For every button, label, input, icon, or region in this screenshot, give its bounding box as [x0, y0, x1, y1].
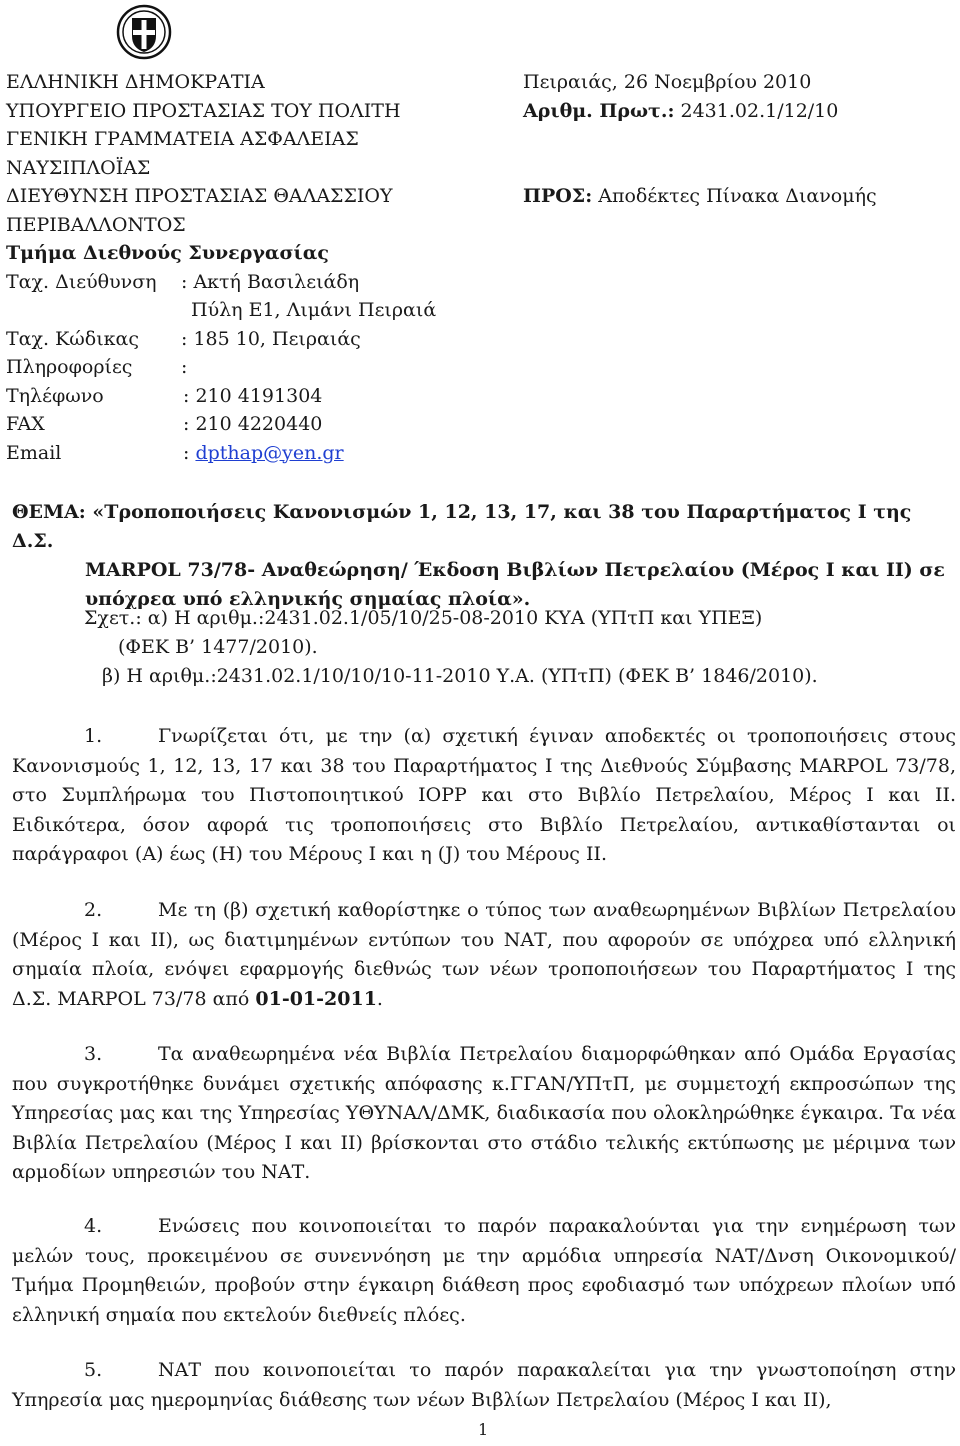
subject-line: MARPOL 73/78- Αναθεώρηση/ Έκδοση Βιβλίων Πετρελαίου (Μέρος Ι και ΙΙ) σε: [85, 559, 945, 581]
recipient-block: [523, 68, 877, 211]
effective-date: 01-01-2011: [255, 987, 377, 1010]
email-row: [6, 439, 526, 468]
email-label: Email: [6, 441, 62, 464]
reference-line: (ΦΕΚ Β’ 1477/2010).: [118, 636, 318, 658]
date-line: Πειραιάς, 26 Νοεμβρίου 2010: [523, 71, 812, 93]
address-label: Ταχ. Διεύθυνση: [6, 270, 157, 293]
fax-label: FAX: [6, 413, 45, 435]
protocol-value: 2431.02.1/12/10: [674, 99, 839, 122]
paragraph-text: Με τη (β) σχετική καθορίστηκε ο τύπος των αναθεωρημένων Βιβλίων Πετρελαίου (Μέρος Ι και ΙΙ), ως διατιμημένων εντύπων του ΝΑΤ, που αφορούν σε υπόχρεα υπό ελληνική σημαία πλοία, ενόψει εφαρμογής διεθνώς των νέων τροποποιήσεων του Παραρτήματος Ι της Δ.Σ. MARPOL 73/78 από: [12, 899, 956, 1010]
protocol-label: Αριθμ. Πρωτ.:: [523, 99, 675, 122]
department-line: Τμήμα Διεθνούς Συνεργασίας: [6, 242, 329, 264]
subject: [12, 498, 956, 614]
reference-line: β) Η αριθμ.:2431.02.1/10/10/10-11-2010 Υ.Α. (ΥΠτΠ) (ΦΕΚ Β’ 1846/2010).: [102, 665, 818, 687]
to-label: ΠΡΟΣ:: [523, 185, 593, 207]
email-prefix: :: [183, 441, 196, 464]
paragraph-text: Ενώσεις που κοινοποιείται το παρόν παρακαλούνται για την ενημέρωση των μελών τους, προκειμένου σε συνεννόηση με την αρμόδια υπηρεσία ΝΑΤ/Δνση Οικονομικού/ Τμήμα Προμηθειών, προβούν στην έγκαιρη διάθεση προς εφοδιασμό των υπόχρεων πλοίων υπό ελληνική σημαία που εκτελούν διεθνείς πλόες.: [12, 1215, 956, 1326]
paragraph-3: [12, 1040, 956, 1188]
greek-emblem-icon: [116, 4, 172, 60]
page-number: 1: [478, 1420, 489, 1439]
postcode-row: [6, 325, 526, 354]
paragraph-number: 3.: [84, 1043, 103, 1065]
address-row: [6, 268, 526, 297]
org-line: ΝΑΥΣΙΠΛΟΪΑΣ: [6, 156, 151, 179]
postcode-value: : 185 10, Πειραιάς: [181, 327, 361, 350]
info-row: [6, 353, 526, 382]
org-line: ΥΠΟΥΡΓΕΙΟ ΠΡΟΣΤΑΣΙΑΣ ΤΟΥ ΠΟΛΙΤΗ: [6, 99, 401, 122]
references: [84, 604, 818, 691]
org-line: ΕΛΛΗΝΙΚΗ ΔΗΜΟΚΡΑΤΙΑ: [6, 71, 265, 93]
paragraph-1: [12, 722, 956, 870]
paragraph-text: Τα αναθεωρημένα νέα Βιβλία Πετρελαίου διαμορφώθηκαν από Ομάδα Εργασίας που συγκροτήθηκε δυνάμει σχετικής απόφασης κ.ΓΓΑΝ/ΥΠτΠ, με συμμετοχή εκπροσώπων της Υπηρεσίας μας και της Υπηρεσίας ΥΘΥΝΑΛ/ΔΜΚ, διαδικασία που ολοκληρώθηκε έγκαιρα. Τα νέα Βιβλία Πετρελαίου (Μέρος Ι και ΙΙ) βρίσκονται στο στάδιο τελικής εκτύπωσης με μέριμνα των αρμοδίων υπηρεσιών του ΝΑΤ.: [12, 1043, 956, 1183]
to-value: Αποδέκτες Πίνακα Διανομής: [592, 185, 877, 207]
address-line2: Πύλη Ε1, Λιμάνι Πειραιά: [191, 299, 437, 321]
address-value: : Ακτή Βασιλειάδη: [181, 270, 360, 293]
protocol-line: [523, 97, 877, 126]
paragraph-tail: .: [376, 987, 383, 1010]
paragraph-number: 5.: [84, 1359, 103, 1381]
org-line: ΓΕΝΙΚΗ ΓΡΑΜΜΑΤΕΙΑ ΑΣΦΑΛΕΙΑΣ: [6, 128, 359, 150]
org-line: ΔΙΕΥΘΥΝΣΗ ΠΡΟΣΤΑΣΙΑΣ ΘΑΛΑΣΣΙΟΥ: [6, 185, 393, 207]
subject-line: υπόχρεα υπό ελληνικής σημαίας πλοία».: [85, 588, 531, 610]
paragraph-text: ΝΑΤ που κοινοποιείται το παρόν παρακαλείται για την γνωστοποίηση στην Υπηρεσία μας ημερομηνίας διάθεσης των νέων Βιβλίων Πετρελαίου (Μέρος Ι και ΙΙ),: [12, 1359, 956, 1411]
info-label: Πληροφορίες: [6, 356, 133, 378]
phone-value: : 210 4191304: [183, 384, 323, 407]
fax-value: : 210 4220440: [183, 413, 323, 435]
email-link[interactable]: dpthap@yen.gr: [195, 441, 344, 464]
paragraph-number: 2.: [84, 899, 103, 921]
paragraph-text: Γνωρίζεται ότι, με την (α) σχετική έγιναν αποδεκτές οι τροποποιήσεις στους Κανονισμούς 1, 12, 13, 17 και 38 του Παραρτήματος Ι της Διεθνούς Σύμβασης MARPOL 73/78, στο Συμπλήρωμα του Πιστοποιητικού IOPP και στο Βιβλίο Πετρελαίου, Μέρος Ι και ΙΙ. Ειδικότερα, όσον αφορά τις τροποποιήσεις στο Βιβλίο Πετρελαίου, αντικαθίστανται οι παράγραφοι (Α) έως (Η) του Μέρους Ι και η (J) του Μέρους ΙΙ.: [12, 725, 956, 865]
paragraph-number: 4.: [84, 1215, 103, 1237]
phone-row: [6, 382, 526, 411]
postcode-label: Ταχ. Κώδικας: [6, 327, 140, 350]
org-line: ΠΕΡΙΒΑΛΛΟΝΤΟΣ: [6, 213, 186, 236]
to-line: [523, 182, 877, 211]
paragraph-number: 1.: [84, 725, 103, 747]
info-value: :: [181, 356, 188, 378]
paragraph-4: [12, 1212, 956, 1330]
paragraph-2: [12, 896, 956, 1014]
address-row-2: [6, 296, 526, 325]
reference-line: Σχετ.: α) Η αριθμ.:2431.02.1/05/10/25-08-2010 ΚΥΑ (ΥΠτΠ και ΥΠΕΞ): [84, 607, 763, 629]
paragraph-5: [12, 1356, 956, 1415]
subject-line: ΘΕΜΑ: «Τροποποιήσεις Κανονισμών 1, 12, 13, 17, και 38 του Παραρτήματος Ι της Δ.Σ.: [12, 501, 912, 552]
fax-row: [6, 410, 526, 439]
sender-block: [6, 68, 526, 467]
phone-label: Τηλέφωνο: [6, 384, 104, 407]
